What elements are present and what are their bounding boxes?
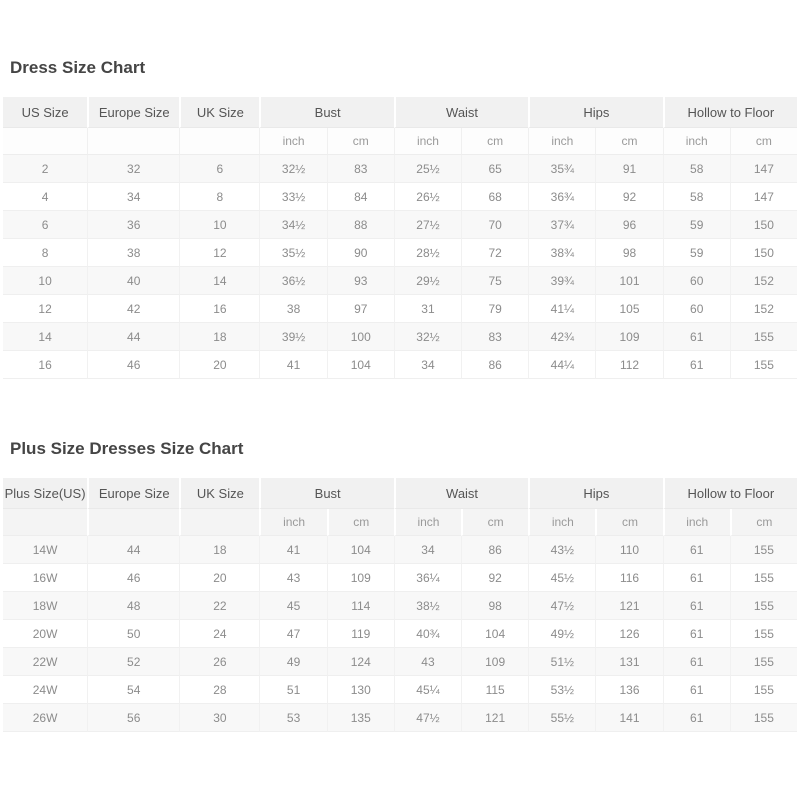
table-cell: 83 (461, 323, 528, 351)
table-row (3, 323, 797, 351)
table-cell: 126 (595, 620, 662, 648)
table-cell: 14 (3, 323, 87, 351)
table-cell: 42¾ (528, 323, 595, 351)
units-spacer-cell (87, 128, 179, 155)
table-cell: 61 (663, 648, 730, 676)
table-cell: 53½ (528, 676, 595, 704)
table-cell: 42 (87, 295, 179, 323)
table-cell: 46 (87, 351, 179, 379)
table-cell: 50 (87, 620, 179, 648)
table-cell: 110 (595, 536, 662, 564)
unit-label: inch (394, 128, 461, 155)
table-cell: 38½ (394, 592, 461, 620)
table-cell: 26W (3, 704, 87, 732)
table-cell: 20 (179, 564, 259, 592)
table-row (3, 592, 797, 620)
table-row (3, 564, 797, 592)
table-cell: 46 (87, 564, 179, 592)
table-cell: 155 (730, 592, 797, 620)
table-cell: 43 (394, 648, 461, 676)
table-cell: 115 (461, 676, 528, 704)
table-cell: 16 (179, 295, 259, 323)
table-cell: 92 (461, 564, 528, 592)
table-row (3, 351, 797, 379)
unit-label: inch (663, 509, 730, 536)
table-cell: 49½ (528, 620, 595, 648)
units-spacer-cell (87, 509, 179, 536)
table-cell: 92 (595, 183, 662, 211)
table-cell: 112 (595, 351, 662, 379)
table-cell: 61 (663, 620, 730, 648)
table-cell: 61 (663, 564, 730, 592)
table-cell: 44¼ (528, 351, 595, 379)
table-cell: 61 (663, 592, 730, 620)
table-cell: 44 (87, 323, 179, 351)
table-cell: 61 (663, 323, 730, 351)
table-cell: 27½ (394, 211, 461, 239)
table-cell: 36½ (259, 267, 326, 295)
table-row (3, 239, 797, 267)
table-cell: 116 (595, 564, 662, 592)
table-cell: 12 (3, 295, 87, 323)
table-cell: 41¼ (528, 295, 595, 323)
table-cell: 40¾ (394, 620, 461, 648)
table-cell: 155 (730, 676, 797, 704)
table-cell: 51 (259, 676, 326, 704)
table-cell: 155 (730, 620, 797, 648)
table-cell: 101 (595, 267, 662, 295)
table-cell: 86 (461, 536, 528, 564)
table-cell: 97 (327, 295, 394, 323)
unit-label: inch (528, 128, 595, 155)
units-spacer-cell (3, 128, 87, 155)
column-header: UK Size (179, 478, 259, 509)
unit-label: cm (595, 128, 662, 155)
table-cell: 61 (663, 536, 730, 564)
table-cell: 56 (87, 704, 179, 732)
table-cell: 88 (327, 211, 394, 239)
column-header: Bust (259, 97, 393, 128)
table-cell: 20 (179, 351, 259, 379)
table-cell: 8 (3, 239, 87, 267)
table-cell: 34½ (259, 211, 326, 239)
table-row (3, 676, 797, 704)
table-row (3, 267, 797, 295)
table-cell: 47½ (528, 592, 595, 620)
unit-label: inch (259, 128, 326, 155)
plus-size-chart-table (3, 478, 797, 732)
table-cell: 109 (461, 648, 528, 676)
table-cell: 90 (327, 239, 394, 267)
table-cell: 98 (595, 239, 662, 267)
table-cell: 155 (730, 564, 797, 592)
table-cell: 55½ (528, 704, 595, 732)
table-body (3, 155, 797, 379)
table-cell: 45 (259, 592, 326, 620)
table-cell: 136 (595, 676, 662, 704)
column-header: Europe Size (87, 97, 179, 128)
table-cell: 18W (3, 592, 87, 620)
column-header: Waist (394, 97, 528, 128)
table-cell: 10 (179, 211, 259, 239)
table-cell: 58 (663, 155, 730, 183)
table-cell: 39¾ (528, 267, 595, 295)
table-cell: 155 (730, 536, 797, 564)
table-cell: 10 (3, 267, 87, 295)
table-cell: 104 (327, 536, 394, 564)
column-header: Bust (259, 478, 393, 509)
table-cell: 43 (259, 564, 326, 592)
plus-size-chart-section (3, 379, 797, 732)
table-cell: 47½ (394, 704, 461, 732)
table-cell: 51½ (528, 648, 595, 676)
table-body (3, 536, 797, 732)
table-cell: 72 (461, 239, 528, 267)
unit-label: cm (461, 128, 528, 155)
table-cell: 100 (327, 323, 394, 351)
unit-label: inch (394, 509, 461, 536)
table-cell: 44 (87, 536, 179, 564)
table-cell: 22 (179, 592, 259, 620)
group-header-row (3, 478, 797, 509)
table-cell: 24 (179, 620, 259, 648)
table-cell: 104 (461, 620, 528, 648)
table-cell: 16 (3, 351, 87, 379)
table-cell: 147 (730, 183, 797, 211)
table-cell: 155 (730, 323, 797, 351)
units-spacer-cell (179, 128, 259, 155)
table-cell: 33½ (259, 183, 326, 211)
table-cell: 30 (179, 704, 259, 732)
plus-size-chart-title: Plus Size Dresses Size Chart (10, 439, 244, 458)
table-cell: 61 (663, 676, 730, 704)
units-row (3, 509, 797, 536)
table-row (3, 295, 797, 323)
table-cell: 14W (3, 536, 87, 564)
unit-label: cm (730, 128, 797, 155)
table-row (3, 648, 797, 676)
table-cell: 43½ (528, 536, 595, 564)
table-cell: 141 (595, 704, 662, 732)
table-cell: 98 (461, 592, 528, 620)
table-cell: 52 (87, 648, 179, 676)
column-header: Plus Size(US) (3, 478, 87, 509)
dress-size-chart-title: Dress Size Chart (10, 58, 146, 77)
dress-size-chart-section (3, 0, 797, 379)
table-cell: 28½ (394, 239, 461, 267)
table-cell: 20W (3, 620, 87, 648)
column-header: UK Size (179, 97, 259, 128)
column-header: Waist (394, 478, 528, 509)
table-cell: 121 (595, 592, 662, 620)
table-cell: 79 (461, 295, 528, 323)
table-cell: 61 (663, 351, 730, 379)
table-cell: 58 (663, 183, 730, 211)
table-cell: 31 (394, 295, 461, 323)
table-cell: 36¼ (394, 564, 461, 592)
column-header: Europe Size (87, 478, 179, 509)
table-row (3, 211, 797, 239)
table-cell: 121 (461, 704, 528, 732)
table-cell: 135 (327, 704, 394, 732)
table-cell: 6 (179, 155, 259, 183)
table-cell: 34 (394, 351, 461, 379)
unit-label: inch (259, 509, 326, 536)
table-cell: 35¾ (528, 155, 595, 183)
table-cell: 6 (3, 211, 87, 239)
table-cell: 54 (87, 676, 179, 704)
table-cell: 32 (87, 155, 179, 183)
table-cell: 4 (3, 183, 87, 211)
column-header: Hips (528, 97, 662, 128)
table-cell: 93 (327, 267, 394, 295)
table-row (3, 704, 797, 732)
unit-label: cm (327, 509, 394, 536)
table-cell: 40 (87, 267, 179, 295)
table-cell: 18 (179, 536, 259, 564)
column-header: US Size (3, 97, 87, 128)
unit-label: cm (595, 509, 662, 536)
table-cell: 60 (663, 295, 730, 323)
table-cell: 12 (179, 239, 259, 267)
table-cell: 26½ (394, 183, 461, 211)
unit-label: cm (461, 509, 528, 536)
units-row (3, 128, 797, 155)
table-cell: 131 (595, 648, 662, 676)
table-row (3, 183, 797, 211)
table-cell: 130 (327, 676, 394, 704)
table-cell: 45½ (528, 564, 595, 592)
table-cell: 114 (327, 592, 394, 620)
table-cell: 16W (3, 564, 87, 592)
table-cell: 2 (3, 155, 87, 183)
table-cell: 86 (461, 351, 528, 379)
table-cell: 26 (179, 648, 259, 676)
table-cell: 39½ (259, 323, 326, 351)
table-cell: 147 (730, 155, 797, 183)
dress-size-chart-table (3, 97, 797, 379)
table-cell: 150 (730, 211, 797, 239)
table-cell: 36¾ (528, 183, 595, 211)
table-cell: 155 (730, 351, 797, 379)
units-spacer-cell (179, 509, 259, 536)
table-cell: 18 (179, 323, 259, 351)
unit-label: cm (730, 509, 797, 536)
table-row (3, 620, 797, 648)
table-cell: 91 (595, 155, 662, 183)
table-cell: 14 (179, 267, 259, 295)
table-cell: 155 (730, 648, 797, 676)
table-cell: 38¾ (528, 239, 595, 267)
table-cell: 68 (461, 183, 528, 211)
table-cell: 70 (461, 211, 528, 239)
table-cell: 59 (663, 211, 730, 239)
table-cell: 28 (179, 676, 259, 704)
table-cell: 41 (259, 351, 326, 379)
table-row (3, 536, 797, 564)
table-cell: 109 (595, 323, 662, 351)
table-cell: 104 (327, 351, 394, 379)
table-cell: 53 (259, 704, 326, 732)
table-cell: 152 (730, 295, 797, 323)
table-cell: 34 (394, 536, 461, 564)
column-header: Hollow to Floor (663, 478, 797, 509)
table-cell: 38 (87, 239, 179, 267)
table-cell: 109 (327, 564, 394, 592)
table-cell: 105 (595, 295, 662, 323)
table-cell: 47 (259, 620, 326, 648)
table-cell: 49 (259, 648, 326, 676)
table-cell: 8 (179, 183, 259, 211)
table-row (3, 155, 797, 183)
unit-label: inch (663, 128, 730, 155)
table-cell: 35½ (259, 239, 326, 267)
table-cell: 32½ (259, 155, 326, 183)
table-cell: 152 (730, 267, 797, 295)
table-cell: 96 (595, 211, 662, 239)
table-cell: 155 (730, 704, 797, 732)
table-cell: 150 (730, 239, 797, 267)
table-cell: 29½ (394, 267, 461, 295)
column-header: Hips (528, 478, 662, 509)
table-cell: 38 (259, 295, 326, 323)
units-spacer-cell (3, 509, 87, 536)
table-cell: 119 (327, 620, 394, 648)
table-cell: 32½ (394, 323, 461, 351)
table-cell: 124 (327, 648, 394, 676)
table-cell: 34 (87, 183, 179, 211)
table-cell: 83 (327, 155, 394, 183)
table-cell: 45¼ (394, 676, 461, 704)
table-cell: 37¾ (528, 211, 595, 239)
table-cell: 65 (461, 155, 528, 183)
table-cell: 60 (663, 267, 730, 295)
unit-label: inch (528, 509, 595, 536)
column-header: Hollow to Floor (663, 97, 797, 128)
table-cell: 22W (3, 648, 87, 676)
table-cell: 59 (663, 239, 730, 267)
table-cell: 41 (259, 536, 326, 564)
table-cell: 24W (3, 676, 87, 704)
table-cell: 25½ (394, 155, 461, 183)
table-cell: 48 (87, 592, 179, 620)
group-header-row (3, 97, 797, 128)
table-cell: 84 (327, 183, 394, 211)
table-cell: 75 (461, 267, 528, 295)
table-cell: 36 (87, 211, 179, 239)
table-cell: 61 (663, 704, 730, 732)
unit-label: cm (327, 128, 394, 155)
